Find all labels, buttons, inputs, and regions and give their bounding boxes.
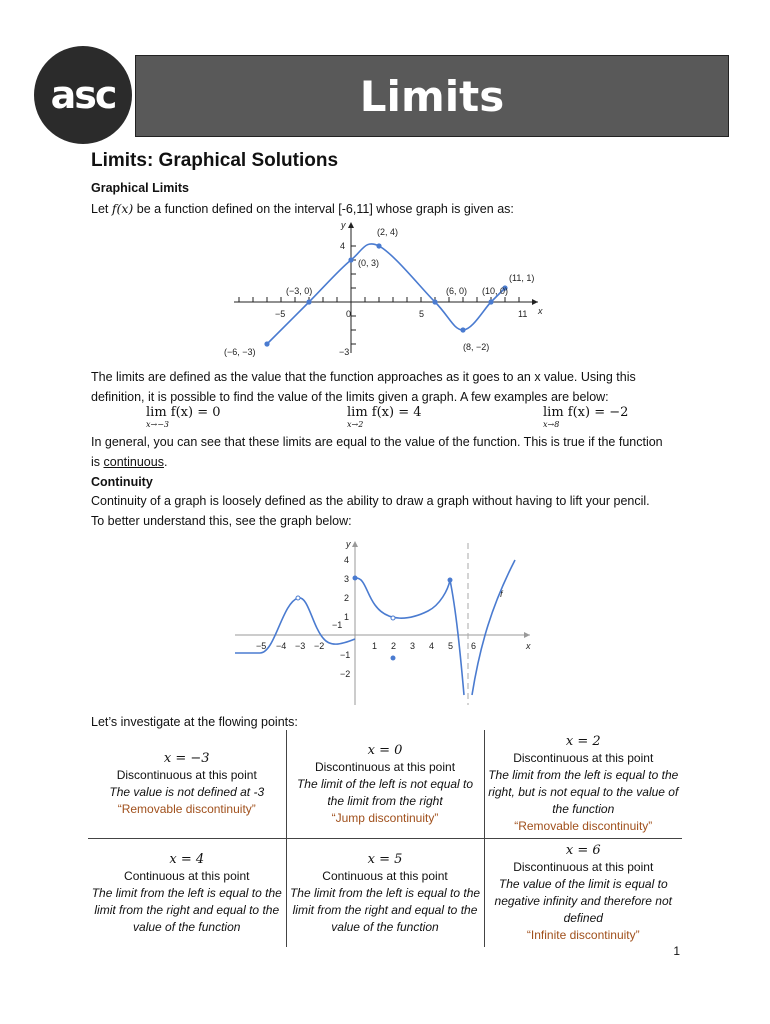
graph2-func-label: f	[500, 589, 503, 599]
graph2-x-label: x	[526, 641, 531, 651]
graph2-ytick: −2	[340, 669, 351, 679]
graph1-tick-5: 5	[419, 309, 425, 319]
section-heading: Limits: Graphical Solutions	[91, 150, 339, 171]
graph2-ytick: 3	[344, 574, 350, 584]
page-title: Limits	[359, 71, 505, 121]
graph2-axes	[235, 541, 530, 705]
cell-x-4: x = 4 Continuous at this point The limit from the left is equal to the limit from the right and equal to the value of the function	[91, 851, 282, 934]
filled-point	[391, 656, 396, 661]
data-point	[348, 257, 353, 262]
graphical-limits-heading: Graphical Limits	[91, 181, 189, 195]
continuity-text-2: To better understand this, see the graph below:	[91, 514, 352, 528]
graph2-ytick: −1	[340, 650, 351, 660]
graph2-ytick: 2	[344, 593, 350, 603]
data-point	[306, 299, 311, 304]
graph2-ytick: 1	[344, 612, 350, 622]
cell-x-neg3: x = −3 Discontinuous at this point The value is not defined at -3 “Removable discontinuity”	[88, 730, 286, 839]
label-point-11: (11, 1)	[509, 273, 535, 283]
limit-example-3: lim x→8 f(x) = −2	[543, 405, 629, 429]
title-banner	[135, 55, 729, 137]
graph2-xtick: 3	[410, 641, 416, 651]
limit-example-2: lim x→2 f(x) = 4	[347, 405, 422, 429]
data-point	[264, 341, 269, 346]
graph2-xtick: −4	[276, 641, 287, 651]
label-point-0: (0, 3)	[358, 258, 380, 268]
data-point	[376, 243, 381, 248]
continuity-heading: Continuity	[91, 475, 153, 489]
graph2-xtick: −3	[295, 641, 306, 651]
filled-point	[353, 576, 358, 581]
limit-examples	[91, 405, 691, 435]
graphical-limits-intro: Let f(x) be a function defined on the interval [-6,11] whose graph is given as:	[91, 201, 514, 216]
graph2-y-label: y	[346, 539, 351, 549]
limits-definition-1: The limits are defined as the value that the function approaches as it goes to an x value. Using this	[91, 370, 636, 384]
limit-example-1: lim x→−3 f(x) = 0	[146, 405, 221, 429]
general-text-1: In general, you can see that these limits are equal to the value of the function. This is true if the function	[91, 435, 663, 449]
graph2-ytick: 4	[344, 555, 350, 565]
continuity-text-1: Continuity of a graph is loosely defined as the ability to draw a graph without having to lift your pencil.	[91, 494, 650, 508]
label-point-6: (6, 0)	[446, 286, 468, 296]
continuity-graph	[230, 535, 540, 710]
hole-point	[391, 616, 395, 620]
label-point-neg3: (−3, 0)	[286, 286, 313, 296]
data-point	[432, 299, 437, 304]
graph2-xtick: 6	[471, 641, 477, 651]
cell-x-5: x = 5 Continuous at this point The limit from the left is equal to the limit from the right and equal to the value of the function	[286, 839, 484, 948]
investigate-text: Let’s investigate at the flowing points:	[91, 715, 298, 729]
logo-text: asc	[50, 73, 116, 117]
graph2-xtick: −1	[332, 620, 343, 630]
general-text-2: is continuous.	[91, 455, 168, 469]
label-point-8: (8, −2)	[463, 342, 490, 352]
cell-x-0: x = 0 Discontinuous at this point The limit of the left is not equal to the limit from the right “Jump discontinuity”	[286, 730, 484, 839]
function-graph	[220, 218, 560, 368]
cell-x-2: x = 2 Discontinuous at this point The limit from the left is equal to the right, but is not equal to the value of the function “Removable discontinuity”	[484, 730, 682, 839]
data-point	[460, 327, 465, 332]
graph1-x-label: x	[538, 306, 543, 316]
hole-point	[296, 596, 300, 600]
graph1-tick-11: 11	[518, 309, 528, 319]
graph1-tick-neg5: −5	[275, 309, 286, 319]
label-point-2: (2, 4)	[377, 227, 399, 237]
graph2-xtick: 1	[372, 641, 378, 651]
graph2-xtick: 2	[391, 641, 397, 651]
graph1-tick-4: 4	[340, 241, 346, 251]
graph2-xtick: −2	[314, 641, 325, 651]
limits-definition-2: definition, it is possible to find the value of the limits given a graph. A few examples are below:	[91, 390, 609, 404]
asc-logo	[34, 46, 132, 144]
graph2-xtick: 5	[448, 641, 454, 651]
graph1-tick-neg3: −3	[339, 347, 350, 357]
continuous-term: continuous	[103, 455, 164, 469]
graph2-xtick: −5	[256, 641, 267, 651]
label-point-neg6: (−6, −3)	[224, 347, 256, 357]
graph1-tick-0: 0	[346, 309, 352, 319]
graph1-y-label: y	[341, 220, 346, 230]
points-table	[88, 730, 682, 947]
curve-middle-segment	[355, 578, 464, 695]
graph2-xtick: 4	[429, 641, 435, 651]
page-number: 1	[673, 944, 680, 958]
curve-right-segment	[472, 560, 515, 695]
cell-x-6: x = 6 Discontinuous at this point The value of the limit is equal to negative infinity and therefore not defined “Infinite discontinuity”	[494, 843, 672, 942]
filled-point	[448, 578, 453, 583]
data-point	[488, 299, 493, 304]
label-point-10: (10, 0)	[482, 286, 509, 296]
